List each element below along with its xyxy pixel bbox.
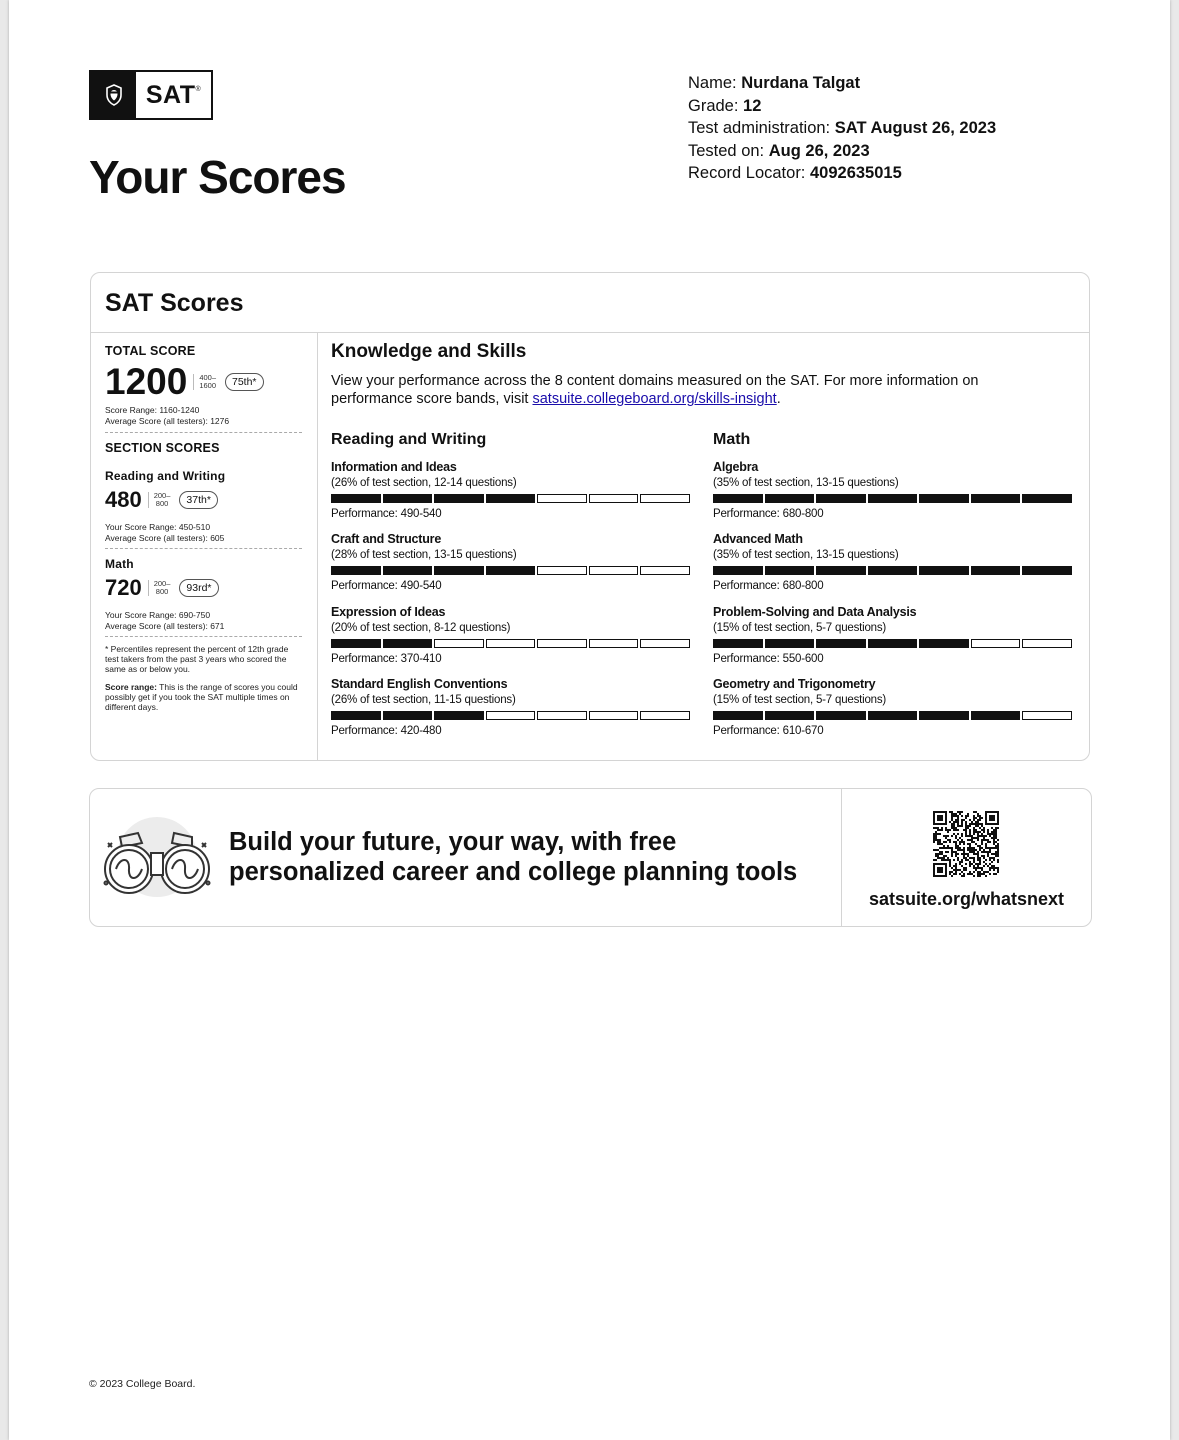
- student-name: Nurdana Talgat: [741, 74, 861, 92]
- bar-segment-empty: [434, 639, 484, 648]
- qr-code: [933, 811, 999, 882]
- bar-segment-filled: [486, 566, 536, 575]
- performance-bar: [331, 711, 693, 720]
- bar-segment-empty: [1022, 639, 1072, 648]
- bar-segment-filled: [816, 494, 866, 503]
- bar-segment-empty: [589, 566, 639, 575]
- bar-segment-filled: [713, 494, 763, 503]
- sat-logo: SAT ®: [89, 70, 213, 120]
- bar-segment-filled: [919, 494, 969, 503]
- domain-name: Problem-Solving and Data Analysis: [713, 605, 917, 619]
- total-average: Average Score (all testers): 1276: [105, 415, 230, 426]
- student-grade: 12: [743, 96, 762, 115]
- performance-bar: [713, 494, 1075, 503]
- math-score-row: [105, 575, 302, 601]
- domain-performance: Performance: 420-480: [331, 725, 442, 737]
- tested-on: Aug 26, 2023: [768, 141, 870, 160]
- math-score-label: Math: [105, 557, 134, 571]
- bar-segment-filled: [816, 639, 866, 648]
- knowledge-skills-title: Knowledge and Skills: [331, 341, 527, 362]
- divider: [105, 636, 302, 637]
- bar-segment-filled: [383, 494, 433, 503]
- bar-segment-filled: [765, 711, 815, 720]
- rw-score-range: Your Score Range: 450-510: [105, 522, 211, 532]
- record-locator-row: Record Locator: 4092635015: [688, 164, 902, 182]
- total-score-row: [105, 361, 302, 403]
- score-report-page: [9, 0, 1170, 1440]
- math-score: 720: [105, 575, 142, 600]
- bar-segment-filled: [383, 566, 433, 575]
- domain-weight: (35% of test section, 13-15 questions): [713, 549, 899, 561]
- bar-segment-filled: [331, 566, 381, 575]
- knowledge-skills-description: View your performance across the 8 content domains measured on the SAT. For more information on performance score bands, visit satsuite.collegeboard.org/skills-insight.: [331, 373, 979, 407]
- bar-segment-filled: [713, 711, 763, 720]
- bar-segment-empty: [640, 711, 690, 720]
- rw-score: 480: [105, 487, 142, 512]
- bar-segment-filled: [434, 566, 484, 575]
- domain-weight: (15% of test section, 5-7 questions): [713, 694, 887, 706]
- bar-segment-filled: [486, 494, 536, 503]
- bar-segment-filled: [434, 494, 484, 503]
- bar-segment-filled: [713, 639, 763, 648]
- bar-segment-empty: [589, 711, 639, 720]
- rw-score-scale: 200– 800: [148, 492, 171, 508]
- bar-segment-empty: [537, 566, 587, 575]
- bar-segment-filled: [868, 566, 918, 575]
- domain-name: Craft and Structure: [331, 532, 442, 546]
- domain-name: Advanced Math: [713, 532, 803, 546]
- bar-segment-filled: [971, 494, 1021, 503]
- bar-segment-empty: [589, 639, 639, 648]
- bar-segment-filled: [971, 711, 1021, 720]
- bar-segment-empty: [1022, 711, 1072, 720]
- bar-segment-empty: [640, 639, 690, 648]
- total-score: 1200: [105, 361, 188, 402]
- domain-performance: Performance: 490-540: [331, 580, 442, 592]
- domain-weight: (20% of test section, 8-12 questions): [331, 622, 511, 634]
- domain-item: [331, 532, 693, 592]
- rw-score-row: [105, 487, 302, 513]
- rw-percentile-badge: 37th*: [179, 491, 218, 509]
- performance-bar: [331, 639, 693, 648]
- record-locator: 4092635015: [810, 164, 902, 182]
- domain-weight: (28% of test section, 13-15 questions): [331, 549, 517, 561]
- bar-segment-filled: [919, 566, 969, 575]
- bar-segment-filled: [765, 566, 815, 575]
- bar-segment-filled: [713, 566, 763, 575]
- student-grade-row: Grade: 12: [688, 96, 762, 115]
- bar-segment-filled: [331, 639, 381, 648]
- bar-segment-empty: [640, 494, 690, 503]
- bar-segment-filled: [868, 711, 918, 720]
- domain-item: [713, 677, 1075, 737]
- bar-segment-filled: [1022, 494, 1072, 503]
- rw-score-label: Reading and Writing: [105, 469, 226, 483]
- rw-average: Average Score (all testers): 605: [105, 532, 225, 543]
- math-score-range: Your Score Range: 690-750: [105, 610, 211, 620]
- domain-performance: Performance: 610-670: [713, 725, 824, 737]
- domain-name: Geometry and Trigonometry: [713, 677, 876, 691]
- score-range-note: Score range: This is the range of scores you could possibly get if you took the SAT multiple times on different days.: [105, 682, 298, 712]
- domain-weight: (26% of test section, 11-15 questions): [331, 694, 516, 706]
- math-domains-title: Math: [713, 431, 751, 448]
- bar-segment-filled: [765, 639, 815, 648]
- domain-item: [331, 677, 693, 737]
- section-scores-label: SECTION SCORES: [105, 441, 220, 455]
- bar-segment-filled: [1022, 566, 1072, 575]
- domain-item: [331, 460, 693, 520]
- bar-segment-filled: [816, 566, 866, 575]
- performance-bar: [331, 494, 693, 503]
- bar-segment-filled: [971, 566, 1021, 575]
- bar-segment-empty: [537, 711, 587, 720]
- domain-performance: Performance: 370-410: [331, 653, 442, 665]
- planning-tools-text: Build your future, your way, with free personalized career and college planning tools: [229, 828, 798, 886]
- percentile-note: * Percentiles represent the percent of 12th grade test takers from the past 3 years who scored the same as or below you.: [105, 644, 289, 674]
- domain-item: [331, 605, 693, 665]
- domain-name: Information and Ideas: [331, 460, 457, 474]
- domain-performance: Performance: 490-540: [331, 508, 442, 520]
- bar-segment-empty: [537, 639, 587, 648]
- domain-item: [713, 605, 1075, 665]
- test-admin-row: Test administration: SAT August 26, 2023: [688, 119, 997, 137]
- domain-performance: Performance: 680-800: [713, 508, 824, 520]
- divider: [105, 548, 302, 549]
- math-percentile-badge: 93rd*: [179, 579, 218, 597]
- planning-tools-banner: [89, 788, 1092, 927]
- student-name-row: Name: Nurdana Talgat: [688, 74, 861, 92]
- bar-segment-empty: [971, 639, 1021, 648]
- performance-bar: [331, 566, 693, 575]
- math-average: Average Score (all testers): 671: [105, 620, 225, 631]
- acorn-shield-icon: [91, 72, 136, 118]
- domain-weight: (26% of test section, 12-14 questions): [331, 477, 517, 489]
- domain-performance: Performance: 550-600: [713, 653, 824, 665]
- math-score-scale: 200– 800: [148, 580, 171, 596]
- copyright: © 2023 College Board.: [89, 1378, 196, 1390]
- whatsnext-link[interactable]: satsuite.org/whatsnext: [868, 889, 1065, 909]
- logo-text: SAT: [145, 80, 196, 109]
- page-title: Your Scores: [89, 151, 346, 203]
- card-title: SAT Scores: [105, 289, 244, 317]
- bar-segment-filled: [868, 639, 918, 648]
- bar-segment-empty: [589, 494, 639, 503]
- bar-segment-filled: [919, 639, 969, 648]
- bar-segment-filled: [434, 711, 484, 720]
- domain-item: [713, 460, 1075, 520]
- bar-segment-filled: [816, 711, 866, 720]
- bar-segment-filled: [383, 639, 433, 648]
- performance-bar: [713, 639, 1075, 648]
- score-summary: [105, 333, 302, 712]
- bar-segment-empty: [640, 566, 690, 575]
- skills-insight-link[interactable]: satsuite.collegeboard.org/skills-insight: [532, 391, 777, 407]
- bar-segment-filled: [331, 711, 381, 720]
- divider: [105, 432, 302, 433]
- domain-name: Standard English Conventions: [331, 677, 508, 691]
- bar-segment-filled: [331, 494, 381, 503]
- bar-segment-empty: [486, 711, 536, 720]
- bar-segment-empty: [537, 494, 587, 503]
- bar-segment-empty: [486, 639, 536, 648]
- total-score-range: Score Range: 1160-1240: [105, 405, 200, 415]
- domain-weight: (35% of test section, 13-15 questions): [713, 477, 899, 489]
- total-percentile-badge: 75th*: [225, 373, 264, 391]
- domain-item: [713, 532, 1075, 592]
- bar-segment-filled: [868, 494, 918, 503]
- bar-segment-filled: [919, 711, 969, 720]
- total-score-label: TOTAL SCORE: [105, 344, 196, 358]
- test-admin: SAT August 26, 2023: [834, 119, 997, 137]
- domain-weight: (15% of test section, 5-7 questions): [713, 622, 887, 634]
- rw-domains-title: Reading and Writing: [331, 431, 487, 448]
- student-info: [688, 72, 996, 185]
- domain-performance: Performance: 680-800: [713, 580, 824, 592]
- domain-name: Algebra: [713, 460, 759, 474]
- domain-name: Expression of Ideas: [331, 605, 446, 619]
- tested-on-row: Tested on: Aug 26, 2023: [688, 141, 870, 160]
- bar-segment-filled: [383, 711, 433, 720]
- performance-bar: [713, 566, 1075, 575]
- divider: [317, 333, 318, 760]
- total-score-scale: 400– 1600: [193, 374, 216, 390]
- performance-bar: [713, 711, 1075, 720]
- bar-segment-filled: [765, 494, 815, 503]
- binoculars-icon: [98, 813, 216, 906]
